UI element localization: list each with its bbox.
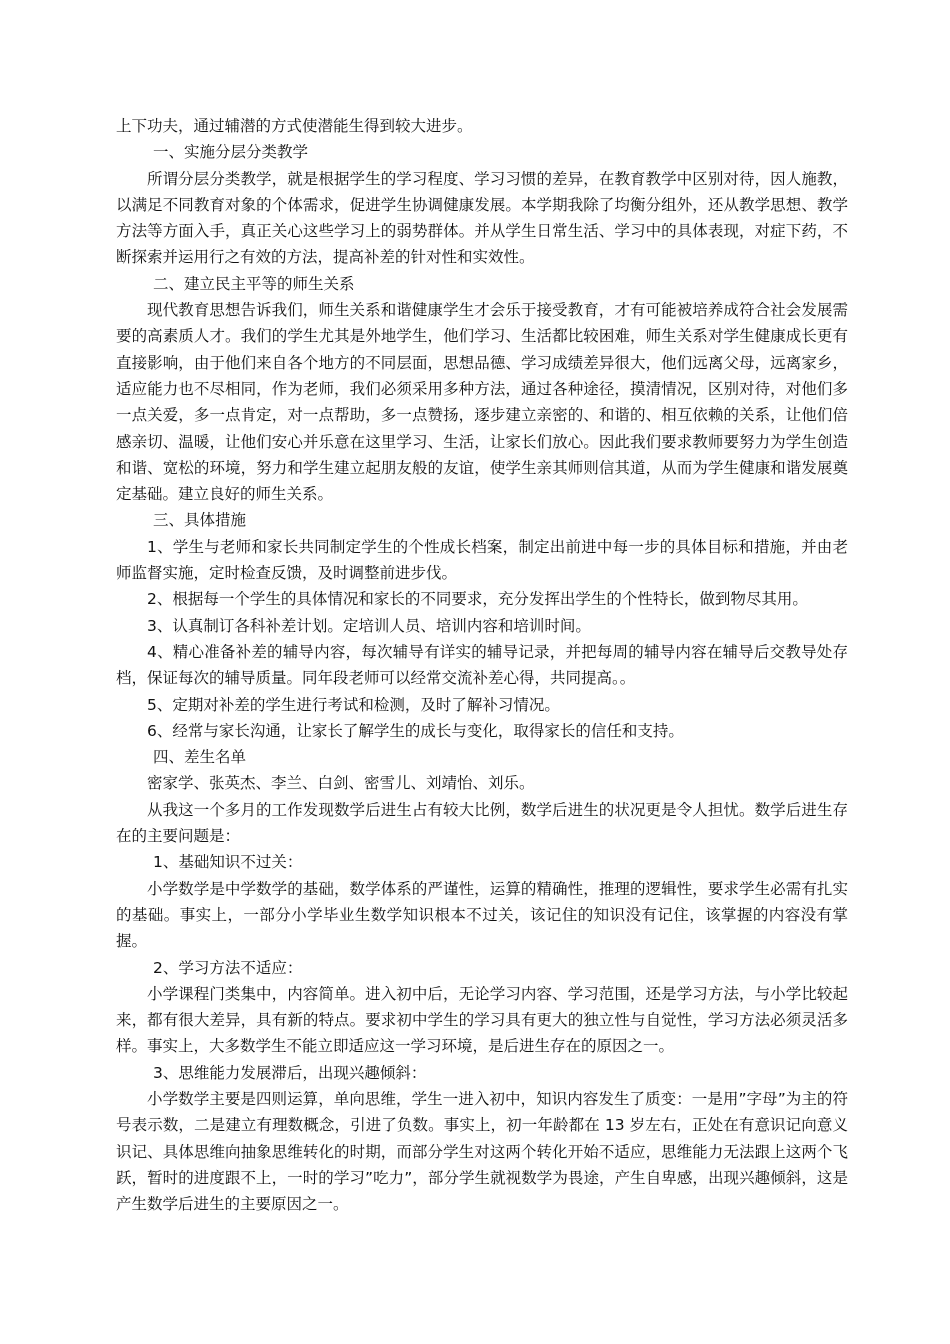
section-heading-3: 三、具体措施 — [153, 511, 247, 530]
measure-item-5: 5、定期对补差的学生进行考试和检测，及时了解补习情况。 — [147, 695, 560, 714]
measure-item-2: 2、根据每一个学生的具体情况和家长的不同要求，充分发挥出学生的个性特长，做到物尽其用。 — [147, 590, 808, 609]
paragraph-teacher-student-relations: 现代教育思想告诉我们，师生关系和谐健康学生才会乐于接受教育，才有可能被培养成符合社会发展需要的高素质人才。我们的学生尤其是外地学生，他们学习、生活都比较困难，师生关系对学生健康成长更有直接影响，由于他们来自各个地方的不同层面，思想品德、学习成绩差异很大，他们远离父母，远离家乡，适应能力也不尽相同，作为老师，我们必须采用多种方法，通过各种途径，摸清情况，区别对待，对他们多一点关爱，多一点肯定，对一点帮助，多一点赞扬，逐步建立亲密的、和谐的、相互依赖的关系，让他们倍感亲切、温暖，让他们安心并乐意在这里学习、生活，让家长们放心。因此我们要求教师要努力为学生创造和谐、宽松的环境，努力和学生建立起朋友般的友谊，使学生亲其师则信其道，从而为学生健康和谐发展奠定基础。建立良好的师生关系。 — [116, 301, 848, 504]
student-name-list: 密家学、张英杰、李兰、白剑、密雪儿、刘靖怡、刘乐。 — [147, 774, 535, 793]
paragraph-problem-intro: 从我这一个多月的工作发现数学后进生占有较大比例，数学后进生的状况更是令人担忧。数学后进生存在的主要问题是： — [116, 800, 848, 846]
subheading-thinking-ability: 3、思维能力发展滞后，出现兴趣倾斜： — [153, 1063, 427, 1082]
paragraph-continuation: 上下功夫，通过辅潜的方式使潜能生得到较大进步。 — [116, 117, 473, 135]
paragraph-layered-teaching: 所谓分层分类教学，就是根据学生的学习程度、学习习惯的差异，在教育教学中区别对待，因人施教，以满足不同教育对象的个体需求，促进学生协调健康发展。本学期我除了均衡分组外，还从教学思想、教学方法等方面入手，真正关心这些学习上的弱势群体。并从学生日常生活、学习中的具体表现，对症下药，不断探索并运用行之有效的方法，提高补差的针对性和实效性。 — [116, 169, 848, 267]
paragraph-learning-method: 小学课程门类集中，内容简单。进入初中后，无论学习内容、学习范围，还是学习方法，与小学比较起来，都有很大差异，具有新的特点。要求初中学生的学习具有更大的独立性与自觉性，学习方法必须灵活多样。事实上，大多数学生不能立即适应这一学习环境，是后进生存在的原因之一。 — [116, 984, 848, 1056]
document-page — [116, 113, 848, 1217]
subheading-basic-knowledge: 1、基础知识不过关： — [153, 853, 303, 872]
measure-item-1: 1、学生与老师和家长共同制定学生的个性成长档案，制定出前进中每一步的具体目标和措施，并由老师监督实施，定时检查反馈，及时调整前进步伐。 — [116, 537, 848, 583]
measure-item-6: 6、经常与家长沟通，让家长了解学生的成长与变化，取得家长的信任和支持。 — [147, 721, 684, 740]
section-heading-4: 四、差生名单 — [153, 748, 247, 767]
paragraph-basic-knowledge: 小学数学是中学数学的基础，数学体系的严谨性，运算的精确性，推理的逻辑性，要求学生必需有扎实的基础。事实上，一部分小学毕业生数学知识根本不过关，该记住的知识没有记住，该掌握的内容没有掌握。 — [116, 879, 848, 951]
measure-item-3: 3、认真制订各科补差计划。定培训人员、培训内容和培训时间。 — [147, 616, 591, 635]
measure-item-4: 4、精心准备补差的辅导内容，每次辅导有详实的辅导记录，并把每周的辅导内容在辅导后交教导处存档，保证每次的辅导质量。同年段老师可以经常交流补差心得，共同提高。。 — [116, 642, 848, 688]
section-heading-2: 二、建立民主平等的师生关系 — [153, 274, 355, 293]
section-heading-1: 一、实施分层分类教学 — [153, 143, 309, 162]
paragraph-thinking-ability: 小学数学主要是四则运算，单向思维，学生一进入初中，知识内容发生了质变：一是用”字母”为主的符号表示数，二是建立有理数概念，引进了负数。事实上，初一年龄都在 13 岁左右，正处在有意识记向意义识记、具体思维向抽象思维转化的时期，而部分学生对这两个转化开始不适应，思维能力无法跟上这两个飞跃，暂时的进度跟不上，一时的学习”吃力”，部分学生就视数学为畏途，产生自卑感，出现兴趣倾斜，这是产生数学后进生的主要原因之一。 — [116, 1089, 848, 1214]
subheading-learning-method: 2、学习方法不适应： — [153, 958, 303, 977]
